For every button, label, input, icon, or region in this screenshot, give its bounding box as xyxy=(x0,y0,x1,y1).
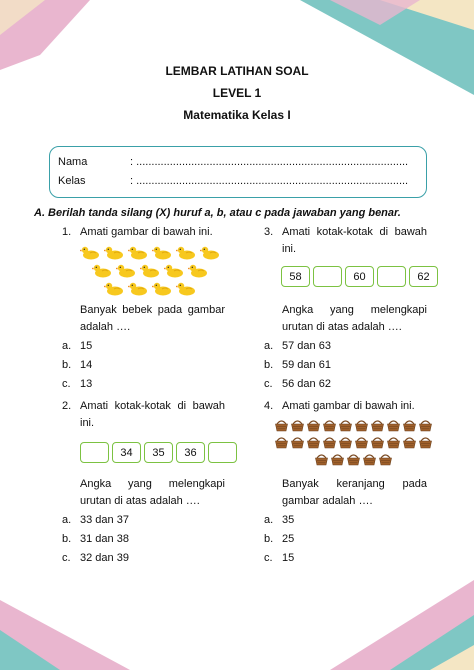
option-text: 14 xyxy=(80,359,93,371)
basket-icon xyxy=(402,418,417,432)
basket-icon xyxy=(370,435,385,449)
number-box: 36 xyxy=(176,442,205,463)
name-label: Nama xyxy=(58,156,88,168)
option-text: 15 xyxy=(80,340,93,352)
basket-icon xyxy=(362,452,377,466)
question-number: 1. xyxy=(62,226,72,238)
duck-icon xyxy=(176,280,198,296)
question-text: Banyak keranjang pada gambar adalah …. xyxy=(282,478,427,507)
option-text: 33 dan 37 xyxy=(80,514,129,526)
question-number: 2. xyxy=(62,400,72,412)
basket-icon xyxy=(322,435,337,449)
option-letter: a. xyxy=(264,514,274,526)
number-boxes-2 xyxy=(80,442,237,463)
question-text: Angka yang melengkapi urutan di atas adalah …. xyxy=(282,304,427,333)
option-text: 59 dan 61 xyxy=(282,359,331,371)
basket-icon xyxy=(306,418,321,432)
basket-icon xyxy=(306,435,321,449)
duck-icon xyxy=(188,262,210,278)
basket-picture xyxy=(274,418,434,472)
question-4-text xyxy=(264,476,434,516)
duck-icon xyxy=(104,280,126,296)
identity-box xyxy=(49,146,427,198)
duck-icon xyxy=(116,262,138,278)
basket-icon xyxy=(274,435,289,449)
duck-picture xyxy=(80,244,230,304)
subject-label: Matematika Kelas I xyxy=(183,108,291,122)
basket-icon xyxy=(322,418,337,432)
name-field[interactable]: : ......................................................................................... xyxy=(130,156,409,168)
basket-icon xyxy=(330,452,345,466)
number-boxes-3 xyxy=(281,266,438,287)
question-2 xyxy=(62,398,232,438)
number-box-blank xyxy=(80,442,109,463)
option-text: 31 dan 38 xyxy=(80,533,129,545)
option-text: 57 dan 63 xyxy=(282,340,331,352)
basket-icon xyxy=(354,435,369,449)
number-box: 58 xyxy=(281,266,310,287)
option-letter: b. xyxy=(62,359,72,371)
number-box-blank xyxy=(313,266,342,287)
question-prompt: Amati gambar di bawah ini. xyxy=(282,400,415,412)
option-text: 56 dan 62 xyxy=(282,378,331,390)
option-letter: c. xyxy=(62,552,71,564)
option-text: 32 dan 39 xyxy=(80,552,129,564)
basket-icon xyxy=(418,435,433,449)
question-1 xyxy=(62,224,232,404)
basket-icon xyxy=(346,452,361,466)
duck-icon xyxy=(128,280,150,296)
number-box: 35 xyxy=(144,442,173,463)
basket-icon xyxy=(338,435,353,449)
duck-icon xyxy=(200,244,222,260)
basket-icon xyxy=(386,418,401,432)
question-2-text xyxy=(62,476,232,516)
option-letter: c. xyxy=(264,378,273,390)
class-label: Kelas xyxy=(58,175,86,187)
option-letter: b. xyxy=(62,533,72,545)
basket-icon xyxy=(354,418,369,432)
basket-icon xyxy=(274,418,289,432)
option-text: 25 xyxy=(282,533,295,545)
option-text: 15 xyxy=(282,552,295,564)
option-letter: b. xyxy=(264,533,274,545)
option-letter: a. xyxy=(62,514,72,526)
question-text: Angka yang melengkapi urutan di atas adalah …. xyxy=(80,478,225,507)
option-letter: b. xyxy=(264,359,274,371)
duck-icon xyxy=(92,262,114,278)
duck-icon xyxy=(176,244,198,260)
basket-icon xyxy=(290,435,305,449)
option-text: 35 xyxy=(282,514,295,526)
question-number: 4. xyxy=(264,400,274,412)
basket-icon xyxy=(370,418,385,432)
number-box: 62 xyxy=(409,266,438,287)
duck-icon xyxy=(164,262,186,278)
question-prompt: Amati gambar di bawah ini. xyxy=(80,226,213,238)
duck-icon xyxy=(128,244,150,260)
number-box-blank xyxy=(377,266,406,287)
option-letter: a. xyxy=(62,340,72,352)
duck-icon xyxy=(140,262,162,278)
basket-icon xyxy=(378,452,393,466)
option-letter: c. xyxy=(264,552,273,564)
basket-icon xyxy=(418,418,433,432)
bottom-corner-decoration xyxy=(0,560,474,670)
question-number: 3. xyxy=(264,226,274,238)
instruction-text: A. Berilah tanda silang (X) huruf a, b, atau c pada jawaban yang benar. xyxy=(34,207,401,219)
question-4 xyxy=(264,398,434,418)
option-letter: c. xyxy=(62,378,71,390)
question-prompt: Amati kotak-kotak di bawah ini. xyxy=(80,400,225,429)
question-prompt: Amati kotak-kotak di bawah ini. xyxy=(282,226,427,255)
basket-icon xyxy=(386,435,401,449)
basket-icon xyxy=(290,418,305,432)
question-text: Banyak bebek pada gambar adalah …. xyxy=(80,304,225,333)
basket-icon xyxy=(402,435,417,449)
option-letter: a. xyxy=(264,340,274,352)
class-field[interactable]: : ......................................................................................... xyxy=(130,175,409,187)
level-label: LEVEL 1 xyxy=(212,86,262,100)
duck-icon xyxy=(104,244,126,260)
option-text: 13 xyxy=(80,378,93,390)
basket-icon xyxy=(314,452,329,466)
number-box: 34 xyxy=(112,442,141,463)
duck-icon xyxy=(152,244,174,260)
top-left-corner-decoration xyxy=(0,0,474,120)
number-box-blank xyxy=(208,442,237,463)
basket-icon xyxy=(338,418,353,432)
duck-icon xyxy=(152,280,174,296)
worksheet-title: LEMBAR LATIHAN SOAL xyxy=(165,64,309,78)
question-3-text xyxy=(264,302,434,342)
number-box: 60 xyxy=(345,266,374,287)
duck-icon xyxy=(80,244,102,260)
